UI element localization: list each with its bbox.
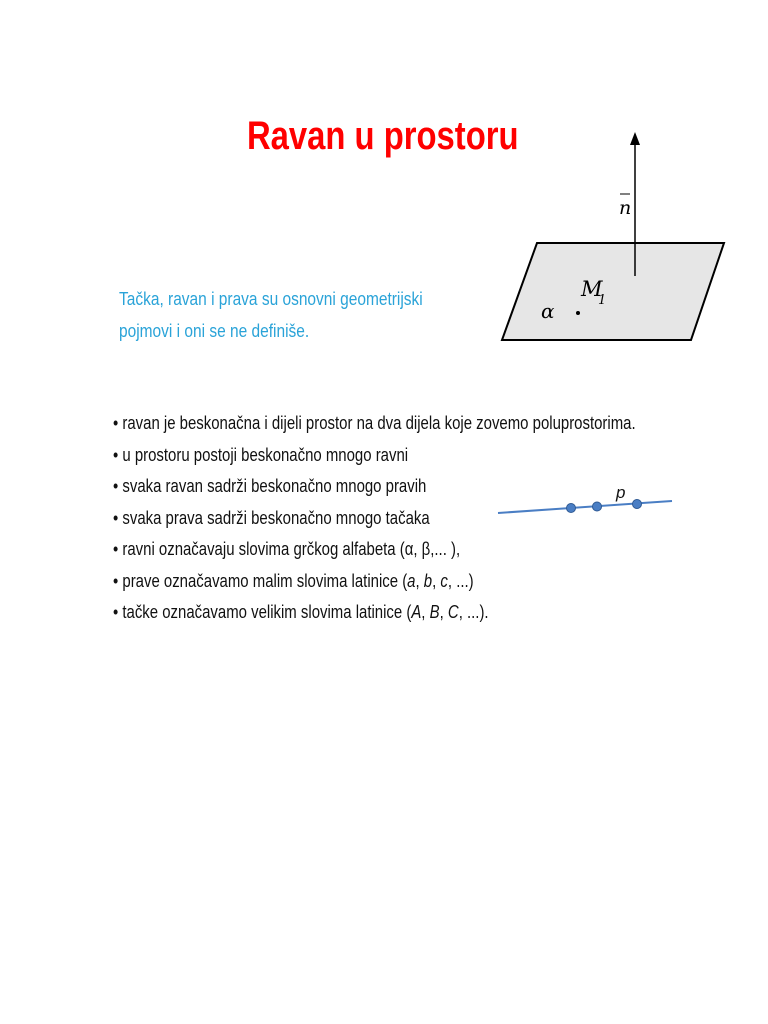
point-label: M	[581, 277, 603, 301]
line-point	[567, 504, 576, 513]
normal-vector-label: n	[619, 197, 632, 219]
plane-diagram	[495, 128, 735, 348]
line-point	[593, 502, 602, 511]
list-item	[113, 566, 578, 598]
list-item	[113, 597, 578, 629]
list-item: • svaka ravan sadrži beskonačno mnogo pravih	[113, 476, 427, 496]
list-item-text: • prave označavamo malim slovima latinice (	[113, 570, 408, 591]
list-item-letter: A	[411, 602, 422, 622]
page-title: Ravan u prostoru	[247, 114, 519, 158]
arrow-head	[630, 132, 640, 145]
list-item-letter: b	[423, 570, 433, 591]
line-diagram	[492, 478, 682, 528]
list-item: • svaka prava sadrži beskonačno mnogo tačaka	[113, 507, 430, 528]
line-label: p	[616, 483, 626, 502]
list-item-text: • tačke označavamo velikim slovima latinice (	[113, 602, 412, 622]
intro-line: Tačka, ravan i prava su osnovni geometrijski	[119, 289, 423, 309]
list-item-letter: c	[440, 570, 448, 591]
plane-label: α	[541, 299, 555, 323]
list-item: • ravan je beskonačna i dijeli prostor na dva dijela koje zovemo poluprostorima.	[113, 413, 636, 433]
list-item-text: , ...)	[447, 570, 474, 591]
list-item-letter: B	[429, 602, 440, 622]
line-point	[633, 500, 642, 509]
list-item-letter: a	[407, 570, 416, 591]
point-m1	[576, 311, 580, 315]
intro-text	[119, 283, 449, 347]
plane-parallelogram	[502, 243, 724, 340]
list-item: • ravni označavaju slovima grčkog alfabeta (α, β,... ),	[113, 539, 461, 559]
line-p	[498, 501, 672, 513]
list-item-text: , ...).	[458, 602, 489, 622]
list-item-text: ,	[415, 570, 424, 591]
list-item-letter: C	[447, 602, 459, 622]
intro-line: pojmovi i oni se ne definiše.	[119, 321, 310, 341]
point-subscript: 1	[598, 293, 607, 308]
list-item: • u prostoru postoji beskonačno mnogo ravni	[113, 444, 409, 465]
list-item-text: ,	[421, 602, 430, 622]
list-item-text: ,	[432, 570, 441, 591]
list-item-text: ,	[439, 602, 448, 622]
